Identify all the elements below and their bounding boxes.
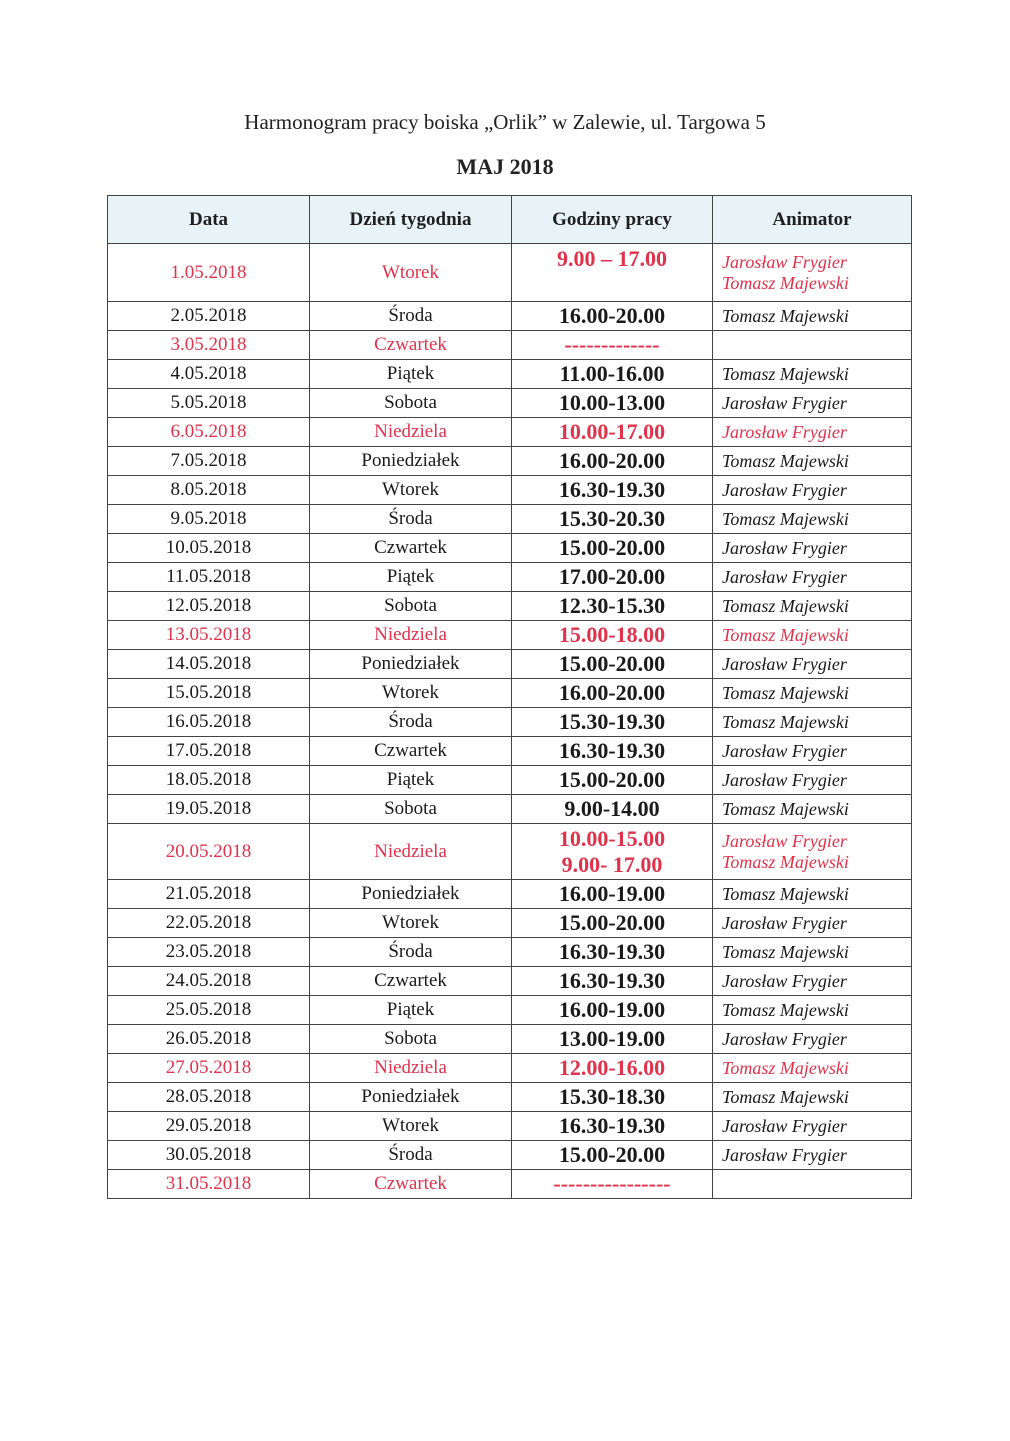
animator-name: Jarosław Frygier: [722, 769, 847, 790]
table-row: [108, 824, 912, 880]
hours-cell: [512, 534, 713, 563]
table-row: [108, 1054, 912, 1083]
date-cell: [108, 360, 310, 389]
day-text: Niedziela: [374, 840, 447, 862]
date-text: 29.05.2018: [165, 1115, 252, 1136]
animator-name: Jarosław Frygier: [722, 1115, 847, 1136]
animator-cell: [713, 938, 912, 967]
date-cell: [108, 737, 310, 766]
date-cell: [108, 621, 310, 650]
day-cell: [310, 447, 512, 476]
column-header-date: Data: [108, 196, 310, 244]
hours-text: 16.00-20.00: [558, 680, 666, 705]
animator-name: Jarosław Frygier: [722, 1028, 847, 1049]
hours-cell: [512, 1112, 713, 1141]
day-cell: [310, 360, 512, 389]
table-header-row: [108, 196, 912, 244]
animator-name: Jarosław Frygier: [722, 251, 847, 272]
animator-cell: [713, 592, 912, 621]
day-text: Piątek: [386, 363, 435, 384]
animator-cell: [713, 996, 912, 1025]
date-cell: [108, 389, 310, 418]
animator-cell: [713, 1025, 912, 1054]
table-row: [108, 650, 912, 679]
hours-text: 9.00-14.00: [564, 796, 660, 821]
hours-cell: [512, 708, 713, 737]
hours-cell: [512, 1054, 713, 1083]
day-cell: [310, 1083, 512, 1112]
hours-cell: [512, 737, 713, 766]
table-row: [108, 534, 912, 563]
hours-text: 16.00-20.00: [558, 448, 666, 473]
animator-cell: [713, 880, 912, 909]
date-cell: [108, 505, 310, 534]
table-row: [108, 621, 912, 650]
animator-cell: [713, 505, 912, 534]
day-text: Środa: [388, 941, 433, 962]
animator-name: Jarosław Frygier: [722, 970, 847, 991]
day-text: Poniedziałek: [361, 1086, 460, 1107]
animator-name: Tomasz Majewski: [722, 798, 849, 819]
hours-text: -------------: [564, 332, 660, 357]
date-cell: [108, 880, 310, 909]
date-text: 17.05.2018: [165, 740, 252, 761]
animator-name: Tomasz Majewski: [722, 941, 849, 962]
table-row: [108, 418, 912, 447]
hours-text: 16.30-19.30: [558, 968, 666, 993]
hours-text: 15.30-19.30: [558, 709, 666, 734]
date-cell: [108, 563, 310, 592]
day-text: Czwartek: [374, 970, 447, 991]
hours-text: 15.00-20.00: [558, 535, 666, 560]
day-cell: [310, 967, 512, 996]
date-cell: [108, 1112, 310, 1141]
column-header-hours: Godziny pracy: [512, 196, 713, 244]
hours-cell: [512, 795, 713, 824]
hours-cell: [512, 476, 713, 505]
hours-text: 13.00-19.00: [558, 1026, 666, 1051]
date-cell: [108, 418, 310, 447]
animator-name: Tomasz Majewski: [722, 999, 849, 1020]
day-text: Czwartek: [374, 334, 447, 355]
date-text: 21.05.2018: [165, 883, 252, 904]
animator-cell: [713, 418, 912, 447]
hours-text: 15.00-20.00: [558, 651, 666, 676]
hours-text: 16.30-19.30: [558, 738, 666, 763]
day-text: Niedziela: [374, 624, 447, 645]
day-text: Wtorek: [382, 261, 439, 283]
date-cell: [108, 795, 310, 824]
hours-text: 15.30-18.30: [558, 1084, 666, 1109]
date-text: 31.05.2018: [165, 1173, 252, 1194]
date-text: 23.05.2018: [165, 941, 252, 962]
date-text: 9.05.2018: [170, 508, 247, 529]
day-text: Sobota: [384, 1028, 437, 1049]
animator-cell: [713, 766, 912, 795]
hours-cell: [512, 1170, 713, 1199]
date-text: 10.05.2018: [165, 537, 252, 558]
table-row: [108, 1141, 912, 1170]
hours-text: 16.30-19.30: [558, 939, 666, 964]
date-text: 7.05.2018: [170, 450, 247, 471]
hours-cell: [512, 824, 713, 880]
table-row: [108, 360, 912, 389]
animator-name: Jarosław Frygier: [722, 740, 847, 761]
hours-text: 15.00-18.00: [558, 622, 666, 647]
hours-cell: [512, 244, 713, 302]
hours-cell: [512, 938, 713, 967]
animator-cell: [713, 563, 912, 592]
day-cell: [310, 563, 512, 592]
animator-name: Tomasz Majewski: [722, 1057, 849, 1078]
table-row: [108, 1170, 912, 1199]
day-cell: [310, 302, 512, 331]
hours-text: 15.30-20.30: [558, 506, 666, 531]
animator-cell: [713, 244, 912, 302]
table-row: [108, 737, 912, 766]
day-text: Sobota: [384, 392, 437, 413]
hours-cell: [512, 331, 713, 360]
day-cell: [310, 1170, 512, 1199]
date-cell: [108, 244, 310, 302]
animator-cell: [713, 1170, 912, 1199]
day-cell: [310, 244, 512, 302]
animator-cell: [713, 679, 912, 708]
date-text: 14.05.2018: [165, 653, 252, 674]
table-row: [108, 766, 912, 795]
animator-name: Tomasz Majewski: [722, 305, 849, 326]
day-text: Poniedziałek: [361, 450, 460, 471]
animator-cell: [713, 824, 912, 880]
day-text: Wtorek: [382, 682, 439, 703]
date-text: 30.05.2018: [165, 1144, 252, 1165]
day-text: Sobota: [384, 798, 437, 819]
animator-cell: [713, 737, 912, 766]
column-header-animator: Animator: [713, 196, 912, 244]
animator-name: Tomasz Majewski: [722, 682, 849, 703]
animator-name: Jarosław Frygier: [722, 421, 847, 442]
day-text: Poniedziałek: [361, 653, 460, 674]
table-row: [108, 1083, 912, 1112]
table-row: [108, 1025, 912, 1054]
animator-cell: [713, 1083, 912, 1112]
hours-cell: [512, 1025, 713, 1054]
date-cell: [108, 679, 310, 708]
date-cell: [108, 708, 310, 737]
date-text: 6.05.2018: [170, 421, 247, 442]
hours-cell: [512, 967, 713, 996]
date-cell: [108, 996, 310, 1025]
animator-name: Jarosław Frygier: [722, 830, 847, 851]
animator-name: Jarosław Frygier: [722, 479, 847, 500]
date-cell: [108, 938, 310, 967]
day-text: Piątek: [386, 999, 435, 1020]
date-cell: [108, 1083, 310, 1112]
date-text: 25.05.2018: [165, 999, 252, 1020]
date-cell: [108, 592, 310, 621]
date-cell: [108, 650, 310, 679]
date-text: 11.05.2018: [166, 566, 251, 587]
schedule-table: [107, 195, 912, 1199]
hours-cell: [512, 996, 713, 1025]
table-row: [108, 1112, 912, 1141]
table-row: [108, 795, 912, 824]
day-cell: [310, 621, 512, 650]
animator-cell: [713, 389, 912, 418]
hours-text: 10.00-15.00: [558, 825, 666, 851]
hours-text: 15.00-20.00: [558, 767, 666, 792]
table-row: [108, 967, 912, 996]
day-text: Środa: [388, 711, 433, 732]
date-cell: [108, 909, 310, 938]
table-row: [108, 592, 912, 621]
animator-cell: [713, 1112, 912, 1141]
day-cell: [310, 1025, 512, 1054]
hours-text: 16.00-20.00: [558, 303, 666, 328]
date-text: 16.05.2018: [165, 711, 252, 732]
day-cell: [310, 1141, 512, 1170]
date-cell: [108, 447, 310, 476]
hours-cell: [512, 389, 713, 418]
date-cell: [108, 476, 310, 505]
day-cell: [310, 418, 512, 447]
hours-text: 10.00-17.00: [558, 419, 666, 444]
animator-cell: [713, 795, 912, 824]
date-cell: [108, 1141, 310, 1170]
date-cell: [108, 967, 310, 996]
hours-cell: [512, 563, 713, 592]
day-cell: [310, 737, 512, 766]
hours-text: 16.00-19.00: [558, 997, 666, 1022]
hours-cell: [512, 592, 713, 621]
table-row: [108, 302, 912, 331]
day-text: Środa: [388, 508, 433, 529]
day-text: Niedziela: [374, 421, 447, 442]
animator-name: Tomasz Majewski: [722, 450, 849, 471]
date-text: 1.05.2018: [170, 261, 247, 283]
day-text: Czwartek: [374, 1173, 447, 1194]
date-text: 15.05.2018: [165, 682, 252, 703]
date-text: 28.05.2018: [165, 1086, 252, 1107]
hours-text: 9.00 – 17.00: [557, 246, 667, 271]
day-cell: [310, 1054, 512, 1083]
animator-name: Jarosław Frygier: [722, 537, 847, 558]
day-cell: [310, 389, 512, 418]
day-cell: [310, 795, 512, 824]
day-text: Piątek: [386, 566, 435, 587]
animator-cell: [713, 447, 912, 476]
day-text: Czwartek: [374, 740, 447, 761]
animator-name: Tomasz Majewski: [722, 711, 849, 732]
date-text: 4.05.2018: [170, 363, 247, 384]
hours-text: 16.30-19.30: [558, 1113, 666, 1138]
animator-name: Tomasz Majewski: [722, 363, 849, 384]
animator-name-second: Tomasz Majewski: [722, 851, 849, 872]
animator-name: Jarosław Frygier: [722, 566, 847, 587]
date-text: 5.05.2018: [170, 392, 247, 413]
animator-name: Tomasz Majewski: [722, 624, 849, 645]
table-row: [108, 563, 912, 592]
animator-cell: [713, 967, 912, 996]
hours-text: 11.00-16.00: [559, 361, 665, 386]
day-text: Poniedziałek: [361, 883, 460, 904]
hours-text: 15.00-20.00: [558, 1142, 666, 1167]
animator-cell: [713, 1054, 912, 1083]
day-text: Środa: [388, 1144, 433, 1165]
date-text: 2.05.2018: [170, 305, 247, 326]
date-text: 13.05.2018: [165, 624, 252, 645]
table-row: [108, 938, 912, 967]
hours-text: 16.30-19.30: [558, 477, 666, 502]
day-text: Środa: [388, 305, 433, 326]
day-cell: [310, 824, 512, 880]
date-cell: [108, 1054, 310, 1083]
day-cell: [310, 534, 512, 563]
day-text: Piątek: [386, 769, 435, 790]
hours-cell: [512, 302, 713, 331]
animator-name: Tomasz Majewski: [722, 508, 849, 529]
day-text: Wtorek: [382, 1115, 439, 1136]
date-text: 26.05.2018: [165, 1028, 252, 1049]
day-cell: [310, 766, 512, 795]
hours-cell: [512, 880, 713, 909]
day-cell: [310, 505, 512, 534]
column-header-day: Dzień tygodnia: [310, 196, 512, 244]
day-cell: [310, 679, 512, 708]
animator-cell: [713, 331, 912, 360]
table-row: [108, 679, 912, 708]
date-text: 24.05.2018: [165, 970, 252, 991]
animator-cell: [713, 360, 912, 389]
table-row: [108, 331, 912, 360]
document-title: Harmonogram pracy boiska „Orlik” w Zalewie, ul. Targowa 5: [244, 110, 766, 134]
day-cell: [310, 996, 512, 1025]
day-cell: [310, 1112, 512, 1141]
animator-name: Tomasz Majewski: [722, 883, 849, 904]
date-cell: [108, 331, 310, 360]
day-cell: [310, 331, 512, 360]
hours-cell: [512, 1083, 713, 1112]
hours-text-second: 9.00- 17.00: [561, 851, 663, 877]
hours-cell: [512, 650, 713, 679]
day-text: Wtorek: [382, 912, 439, 933]
animator-name-second: Tomasz Majewski: [722, 272, 849, 293]
day-cell: [310, 880, 512, 909]
date-text: 3.05.2018: [170, 334, 247, 355]
day-cell: [310, 476, 512, 505]
date-text: 20.05.2018: [165, 840, 252, 862]
animator-name: Jarosław Frygier: [722, 653, 847, 674]
date-cell: [108, 1025, 310, 1054]
hours-cell: [512, 679, 713, 708]
hours-text: 12.00-16.00: [558, 1055, 666, 1080]
animator-cell: [713, 476, 912, 505]
day-cell: [310, 708, 512, 737]
animator-name: Jarosław Frygier: [722, 1144, 847, 1165]
hours-cell: [512, 621, 713, 650]
hours-text: 10.00-13.00: [558, 390, 666, 415]
date-cell: [108, 766, 310, 795]
date-cell: [108, 1170, 310, 1199]
table-row: [108, 708, 912, 737]
hours-cell: [512, 418, 713, 447]
day-cell: [310, 650, 512, 679]
day-cell: [310, 909, 512, 938]
day-text: Niedziela: [374, 1057, 447, 1078]
hours-cell: [512, 505, 713, 534]
hours-cell: [512, 360, 713, 389]
animator-cell: [713, 909, 912, 938]
table-row: [108, 909, 912, 938]
animator-cell: [713, 534, 912, 563]
day-text: Czwartek: [374, 537, 447, 558]
day-cell: [310, 592, 512, 621]
animator-cell: [713, 621, 912, 650]
day-text: Wtorek: [382, 479, 439, 500]
hours-text: 15.00-20.00: [558, 910, 666, 935]
table-row: [108, 505, 912, 534]
animator-name: Tomasz Majewski: [722, 595, 849, 616]
animator-cell: [713, 708, 912, 737]
hours-cell: [512, 447, 713, 476]
hours-cell: [512, 909, 713, 938]
date-text: 12.05.2018: [165, 595, 252, 616]
animator-cell: [713, 650, 912, 679]
hours-cell: [512, 1141, 713, 1170]
month-heading: MAJ 2018: [456, 154, 554, 179]
table-row: [108, 389, 912, 418]
date-text: 18.05.2018: [165, 769, 252, 790]
table-row: [108, 476, 912, 505]
date-cell: [108, 824, 310, 880]
day-cell: [310, 938, 512, 967]
hours-cell: [512, 766, 713, 795]
hours-text: 17.00-20.00: [558, 564, 666, 589]
table-row: [108, 880, 912, 909]
date-text: 19.05.2018: [165, 798, 252, 819]
hours-text: 16.00-19.00: [558, 881, 666, 906]
hours-text: 12.30-15.30: [558, 593, 666, 618]
date-cell: [108, 534, 310, 563]
hours-text: ----------------: [553, 1171, 671, 1196]
table-row: [108, 244, 912, 302]
date-text: 8.05.2018: [170, 479, 247, 500]
animator-name: Jarosław Frygier: [722, 392, 847, 413]
day-text: Sobota: [384, 595, 437, 616]
date-text: 27.05.2018: [165, 1057, 252, 1078]
animator-cell: [713, 302, 912, 331]
date-cell: [108, 302, 310, 331]
animator-cell: [713, 1141, 912, 1170]
animator-name: Jarosław Frygier: [722, 912, 847, 933]
animator-name: Tomasz Majewski: [722, 1086, 849, 1107]
date-text: 22.05.2018: [165, 912, 252, 933]
table-row: [108, 996, 912, 1025]
table-row: [108, 447, 912, 476]
